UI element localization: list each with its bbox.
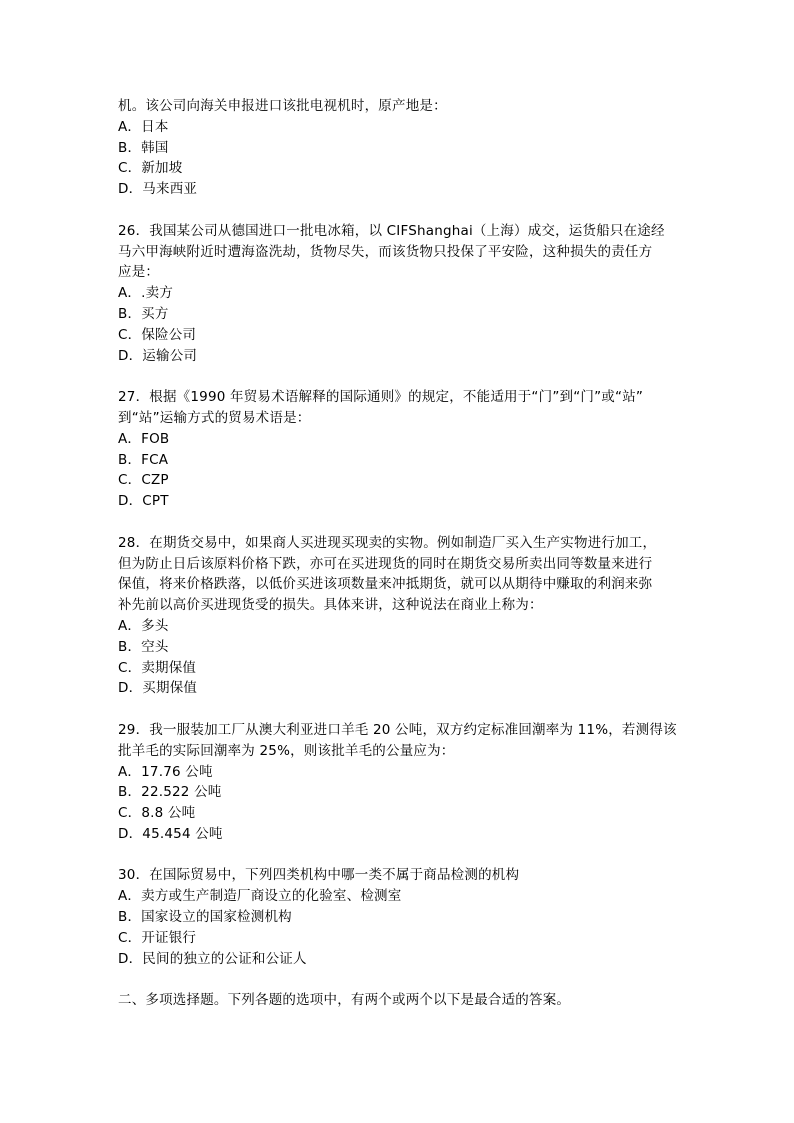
question-stem-line: 27．根据《1990 年贸易术语解释的国际通则》的规定，不能适用于“门”到“门”或“站” [118, 389, 644, 406]
answer-option: B．买方 [118, 305, 169, 322]
answer-option: C．8.8 公吨 [118, 805, 196, 822]
blank-line [118, 200, 688, 221]
answer-option: D．买期保值 [118, 680, 198, 697]
answer-option: C．新加坡 [118, 160, 183, 177]
section-heading: 二、多项选择题。下列各题的选项中，有两个或两个以下是最合适的答案。 [118, 992, 571, 1009]
question-stem-line: 补先前以高价买进现货受的损失。具体来讲，这种说法在商业上称为： [118, 597, 543, 614]
question-stem-line: 到“站”运输方式的贸易术语是： [118, 409, 311, 426]
answer-option: B．国家设立的国家检测机构 [118, 909, 292, 926]
answer-option: C．保险公司 [118, 326, 197, 343]
blank-line [118, 969, 688, 990]
answer-option: B．空头 [118, 638, 169, 655]
answer-option: A．FOB [118, 430, 170, 447]
question-stem-line: 批羊毛的实际回潮率为 25%，则该批羊毛的公量应为： [118, 742, 455, 759]
answer-option: C．CZP [118, 472, 169, 489]
answer-option: A．17.76 公吨 [118, 763, 213, 780]
document-page [118, 96, 688, 1011]
answer-option: D．马来西亚 [118, 181, 198, 198]
blank-line [118, 366, 688, 387]
question-stem-line: 应是： [118, 264, 160, 281]
question-stem-line: 机。该公司向海关申报进口该批电视机时，原产地是： [118, 98, 447, 114]
answer-option: A．日本 [118, 118, 169, 135]
answer-option: A．多头 [118, 617, 169, 634]
answer-option: D．民间的独立的公证和公证人 [118, 950, 307, 967]
question-stem-line: 保值，将来价格跌落，以低价买进该项数量来冲抵期货，就可以从期待中赚取的利润来弥 [118, 576, 653, 593]
answer-option: B．FCA [118, 451, 169, 468]
blank-line [118, 512, 688, 533]
answer-option: A．卖方或生产制造厂商设立的化验室、检测室 [118, 888, 402, 905]
question-stem-line: 但为防止日后该原料价格下跌，亦可在买进现货的同时在期货交易所卖出同等数量来进行 [118, 555, 653, 572]
blank-line [118, 845, 688, 866]
answer-option: B．韩国 [118, 139, 169, 156]
question-stem-line: 29．我一服装加工厂从澳大利亚进口羊毛 20 公吨，双方约定标准回潮率为 11%，若测得该 [118, 721, 677, 738]
question-stem-line: 30．在国际贸易中，下列四类机构中哪一类不属于商品检测的机构 [118, 867, 520, 884]
answer-option: C．开证银行 [118, 929, 197, 946]
answer-option: B．22.522 公吨 [118, 784, 222, 801]
question-stem-line: 26．我国某公司从德国进口一批电冰箱，以 CIFShanghai（上海）成交，运货船只在途经 [118, 222, 665, 239]
question-stem-line: 28．在期货交易中，如果商人买进现买现卖的实物。例如制造厂买入生产实物进行加工， [118, 534, 657, 551]
answer-option: A．.卖方 [118, 285, 174, 302]
answer-option: D．运输公司 [118, 347, 198, 364]
answer-option: D．CPT [118, 493, 169, 510]
blank-line [118, 699, 688, 720]
answer-option: D．45.454 公吨 [118, 825, 223, 842]
answer-option: C．卖期保值 [118, 659, 197, 676]
question-stem-line: 马六甲海峡附近时遭海盗洗劫，货物尽失，而该货物只投保了平安险，这种损失的责任方 [118, 243, 653, 260]
